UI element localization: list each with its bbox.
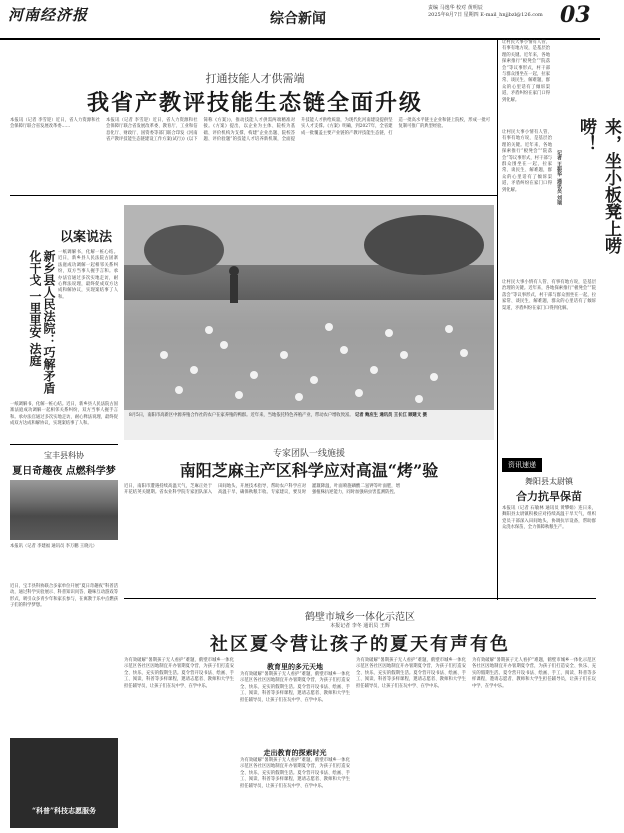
sidebar-byline: 记者 王振华 通讯员 刘瑞 bbox=[556, 150, 562, 206]
sidebar-intro: 让村民大事小情有人管、有事有地方说，是基层治理的关键。近年来，各地探索推行“板凳会”“院落会”等议事形式，村干部与群众围坐在一起，拉家常、谈民生、解难题，群众的心里话有了倾诉渠道，矛盾纠纷在家门口得到化解。 bbox=[502, 40, 550, 103]
story-headline: 南阳芝麻主产区科学应对高温“烤”验 bbox=[179, 461, 439, 480]
science-photo bbox=[10, 480, 118, 540]
caption-text: 8月5日，南阳市高新区中源养殖合作社的农户在家养殖的鸭群。近年来，当地依托特色养殖产业，带动农户增收致富。 bbox=[129, 413, 354, 418]
lead-body: 本报讯（记者 李雪迎）近日，省人力资源和社会保障厅联合省发展改革委、教育厅、工业和信息化厅、财政厅、国资委等部门联合印发《河南省产教评技能生态链建设工作方案(试行)》(以下简称《方案》)，推动技能人才供需两端精准对接。《方案》提出，以企业为主体、院校为基础、评价机构为支撑，构建“企业出题、院校答题、评价验题”的技能人才培养新机制，全面提升技能人才供给质量，为现代化河南建设提供坚实人才支撑。《方案》明确，到2027年，全省建成一批覆盖主要产业链的产教评技能生态链，打造一批高水平链主企业和链上院校，形成一批可复制可推广的典型经验。 bbox=[106, 118, 490, 143]
brief-kicker: 舞阳县太尉镇 bbox=[525, 477, 573, 486]
bottom-body-5: 为有效破解“暑期孩子无人看护”难题，鹤壁市城乡一体化示范区各社区因地制宜开办暑期夏令营，为孩子们打造安全、快乐、充实的假期生活。夏令营开设书法、绘画、手工、阅读、科普等多样课程，邀请志愿者、教师和大学生担任辅导员，让孩子们在玩中学、在学中乐。 bbox=[472, 658, 596, 689]
lead-headline: 我省产教评技能生态链全面升级 bbox=[86, 90, 423, 116]
sidebar-body-2: 让村民大事小情有人管、有事有地方说，是基层治理的关键。近年来，各地探索推行“板凳会”“院落会”等议事形式，村干部与群众围坐在一起，拉家常、谈民生、解难题，群众的心里话有了倾诉渠道，矛盾纠纷在家门口得到化解。 bbox=[502, 280, 596, 311]
page-number: 03 bbox=[560, 2, 591, 28]
sidebar-vertical-title: 来，坐小板凳上唠唠！ bbox=[576, 118, 621, 254]
bottom-byline: 本报记者 李冬 通讯员 王辉 bbox=[330, 623, 390, 629]
bottom-subhead-2: 走出教育的探索时光 bbox=[263, 748, 327, 757]
lead-byline: 本报讯（记者 李雪迎）近日，省人力资源和社会保障厅联合省发展改革委…… bbox=[10, 118, 100, 130]
science-headline: 夏日奇趣夜 点燃科学梦 bbox=[12, 466, 116, 477]
column-heading: 以案说法 bbox=[60, 230, 113, 245]
date-line bbox=[428, 5, 558, 19]
editor-line: 责编 马逸华 校对 黄明辰 bbox=[428, 5, 483, 11]
column-title: 新乡县人民法院：巧解矛盾化干戈 一里里安 法庭 bbox=[28, 250, 56, 394]
story-kicker: 专家团队一线施援 bbox=[272, 449, 345, 459]
issue-date: 2025年8月7日 星期四 E-mail_hnjjbzl@126.com bbox=[428, 12, 543, 18]
section-name: 综合新闻 bbox=[270, 11, 326, 27]
column-body-2: 一纸调解书，化解一桩心结。近日，新乡县人民法院古固寨法庭成功调解一起相邻关系纠纷，双方当事人握手言和。承办法官通过多次实地走访，耐心释法说理，最终促成双方达成和解协议，实现案结事了人和。 bbox=[10, 402, 118, 427]
bottom-body-1: 为有效破解“暑期孩子无人看护”难题，鹤壁市城乡一体化示范区各社区因地制宜开办暑期夏令营，为孩子们打造安全、快乐、充实的假期生活。夏令营开设书法、绘画、手工、阅读、科普等多样课程，邀请志愿者、教师和大学生担任辅导员，让孩子们在玩中学、在学中乐。 bbox=[124, 658, 234, 689]
bottom-divider bbox=[124, 598, 596, 599]
bottom-subhead-1: 教育里的多元天地 bbox=[267, 662, 323, 671]
photo-credit: 记者 鲍应生 通讯员 王长江 顾建文 摄 bbox=[354, 413, 427, 418]
volunteer-badge-text: “科普”科技志愿服务 bbox=[31, 806, 97, 815]
news-brief-tag: 资讯速递 bbox=[502, 458, 542, 472]
bottom-headline: 社区夏令营让孩子的夏天有声有色 bbox=[210, 634, 510, 655]
volunteer-badge-graphic bbox=[10, 738, 118, 828]
bottom-body-3: 为有效破解“暑期孩子无人看护”难题，鹤壁市城乡一体化示范区各社区因地制宜开办暑期夏令营，为孩子们打造安全、快乐、充实的假期生活。夏令营开设书法、绘画、手工、阅读、科普等多样课程，邀请志愿者、教师和大学生担任辅导员，让孩子们在玩中学、在学中乐。 bbox=[240, 758, 350, 789]
section-divider bbox=[10, 195, 497, 196]
column-divider bbox=[497, 40, 498, 600]
bottom-kicker: 鹤壁市城乡一体化示范区 bbox=[305, 612, 415, 623]
column-body: 一纸调解书，化解一桩心结。近日，新乡县人民法院古固寨法庭成功调解一起相邻关系纠纷，双方当事人握手言和。承办法官通过多次实地走访，耐心释法说理，最终促成双方达成和解协议，实现案结事了人和。 bbox=[58, 250, 118, 300]
science-kicker: 宝丰县科协 bbox=[44, 451, 84, 460]
brief-headline: 合力抗旱保苗 bbox=[516, 490, 582, 503]
brief-body: 本报讯（记者 石敏林 通讯员 黄攀娟）连日来，舞阳县太尉镇积极应对持续高温干旱天气，组织党员干部深入田间地头，协调抗旱设备，帮助群众浇水保苗，全力保障秋粮生产。 bbox=[502, 506, 596, 531]
photo-caption bbox=[124, 410, 494, 440]
left-divider bbox=[10, 444, 118, 445]
science-byline: 本报讯（记者 李建福 通讯员 李万鹏 王晓元） bbox=[10, 544, 98, 549]
duck-farm-photo bbox=[124, 205, 494, 410]
paper-name: 河南经济报 bbox=[8, 6, 89, 24]
bottom-body-2: 为有效破解“暑期孩子无人看护”难题，鹤壁市城乡一体化示范区各社区因地制宜开办暑期夏令营，为孩子们打造安全、快乐、充实的假期生活。夏令营开设书法、绘画、手工、阅读、科普等多样课程，邀请志愿者、教师和大学生担任辅导员，让孩子们在玩中学、在学中乐。 bbox=[240, 672, 350, 703]
bottom-body-4: 为有效破解“暑期孩子无人看护”难题，鹤壁市城乡一体化示范区各社区因地制宜开办暑期夏令营，为孩子们打造安全、快乐、充实的假期生活。夏令营开设书法、绘画、手工、阅读、科普等多样课程，邀请志愿者、教师和大学生担任辅导员，让孩子们在玩中学、在学中乐。 bbox=[356, 658, 466, 689]
sidebar-body: 让村民大事小情有人管、有事有地方说，是基层治理的关键。近年来，各地探索推行“板凳会”“院落会”等议事形式，村干部与群众围坐在一起，拉家常、谈民生、解难题，群众的心里话有了倾诉渠道，矛盾纠纷在家门口得到化解。 bbox=[502, 130, 552, 193]
photo-illustration bbox=[124, 205, 494, 410]
story-body: 近日，南阳市遭遇持续高温天气，芝麻正处于开花结荚关键期。省农业科学院专家团队深入田间地头，开展技术指导，帮助农户科学应对高温干旱，确保秋粮丰收。专家建议，要及时灌溉降温，叶面喷施磷酸二氢钾等叶面肥，增强植株抗逆能力，同时加强病虫害监测防控。 bbox=[124, 484, 400, 496]
science-body: 近日，宝丰县科协联合多家单位开展“夏日奇趣夜”科普活动，通过科学实验展示、科普知识问答、趣味互动游戏等形式，吸引众多青少年和家长参与，在寓教于乐中点燃孩子们的科学梦想。 bbox=[10, 584, 118, 609]
lead-kicker: 打通技能人才供需端 bbox=[205, 72, 305, 85]
